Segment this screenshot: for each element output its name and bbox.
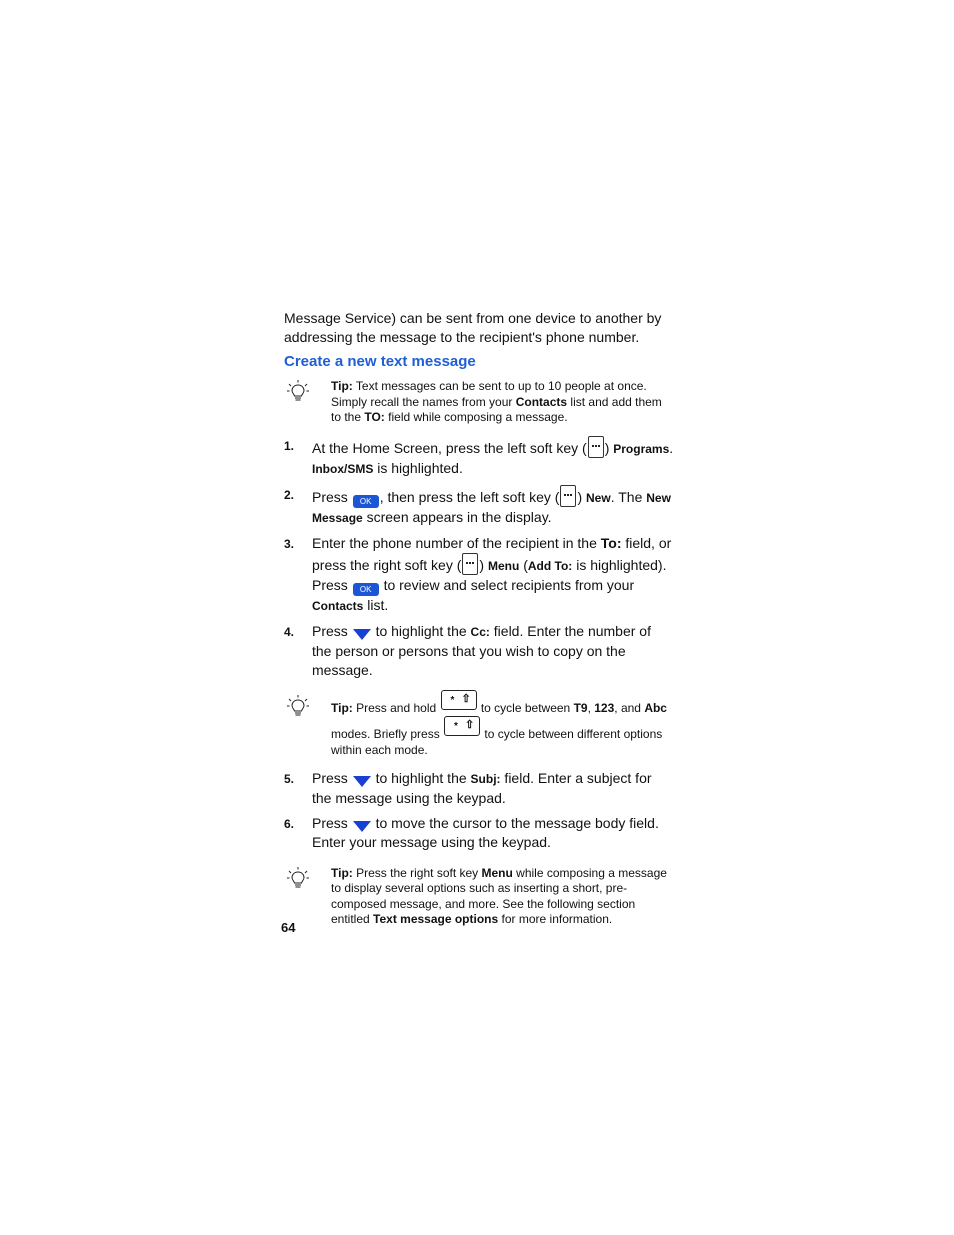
step-text: Enter the phone number of the recipient in the — [312, 534, 601, 551]
step-number: 1. — [284, 438, 295, 453]
tip-text: Press the right soft key — [352, 865, 482, 880]
tip-text: modes. Briefly press — [331, 727, 444, 742]
tip-text: Text messages can be sent to up to 10 people at once. Simply recall the names from your — [331, 379, 647, 409]
step-text: Press — [312, 814, 352, 831]
step-text: to highlight the — [371, 622, 471, 639]
step-text: ) — [479, 556, 488, 573]
tip-text: to cycle between different options within each mode. — [331, 727, 663, 757]
tip-text: for more information. — [498, 912, 613, 927]
step-text: field. Enter a subject for the message using the keypad. — [312, 769, 652, 806]
tip-text: field while composing a message. — [384, 410, 568, 425]
tip-box — [284, 379, 674, 426]
step-text: Cc: — [470, 624, 490, 639]
step-text: ) — [604, 439, 614, 456]
tip-text: Menu — [481, 865, 513, 880]
section-heading: Create a new text message — [284, 353, 476, 370]
tip-box — [284, 866, 674, 928]
tip-text: Contacts — [515, 394, 568, 409]
tip-box — [284, 690, 674, 759]
tip-text: , — [587, 700, 595, 715]
step-item — [284, 534, 674, 616]
step-text: . The — [610, 488, 647, 505]
step-text: is highlighted). Press — [312, 556, 667, 593]
step-text: At the Home Screen, press the left soft key ( — [312, 439, 587, 456]
step-text: is highlighted. — [373, 459, 463, 476]
step-number: 3. — [284, 536, 295, 551]
down-arrow-icon — [353, 629, 371, 640]
step-text: . — [669, 439, 674, 456]
step-text: To: — [600, 534, 622, 551]
step-item — [284, 436, 674, 479]
star-key-icon: * ⇧ — [441, 690, 477, 710]
step-text: Add To: — [527, 558, 573, 573]
step-number: 5. — [284, 771, 295, 786]
step-text: New — [586, 490, 611, 505]
step-text: Press — [312, 622, 352, 639]
step-item — [284, 485, 674, 528]
intro-paragraph: Message Service) can be sent from one device to another by addressing the message to the recipient's phone number. — [284, 310, 662, 345]
step-text: Subj: — [470, 771, 501, 786]
star-key-icon: * ⇧ — [444, 716, 480, 736]
page-content — [284, 309, 674, 938]
tip-text: Abc — [644, 700, 667, 715]
tip-label: Tip: — [331, 379, 353, 393]
lightbulb-icon — [286, 866, 310, 892]
step-text: Press — [312, 488, 352, 505]
tip-text: while composing a message to display several options such as inserting a short, pre-composed message, and more. See the following section entitled — [331, 865, 667, 927]
step-number: 6. — [284, 816, 295, 831]
tip-text: , and — [614, 700, 645, 715]
lightbulb-icon — [286, 694, 310, 720]
tip-label: Tip: — [331, 700, 353, 715]
left-soft-key-icon — [560, 485, 576, 507]
step-text: ( — [519, 556, 528, 573]
tip-text: Press and hold — [352, 700, 440, 715]
step-text: screen appears in the display. — [362, 508, 552, 525]
down-arrow-icon — [353, 776, 371, 787]
down-arrow-icon — [353, 821, 371, 832]
step-text: field. Enter the number of the person or persons that you wish to copy on the message. — [312, 622, 651, 678]
ok-key-icon: OK — [353, 583, 379, 596]
step-text: New Message — [312, 490, 671, 525]
step-text: Inbox/SMS — [312, 461, 374, 476]
step-text: to review and select recipients from your — [379, 576, 635, 593]
tip-text: T9 — [573, 700, 588, 715]
star-key-label: * — [454, 721, 458, 733]
star-key-label: * — [450, 694, 455, 706]
right-soft-key-icon — [462, 553, 478, 575]
tip-text: 123 — [594, 700, 615, 715]
ok-key-icon: OK — [353, 495, 379, 508]
step-item — [284, 769, 674, 808]
tip-text: TO: — [364, 410, 385, 425]
step-text: field, or press the right soft key ( — [312, 534, 672, 573]
tip-label: Tip: — [331, 865, 353, 880]
page-number: 64 — [281, 920, 296, 935]
tip-text: Text message options — [373, 912, 499, 927]
step-item — [284, 814, 674, 852]
step-text: , then press the left soft key ( — [379, 488, 560, 505]
step-text: Press — [312, 769, 352, 786]
step-text: Menu — [487, 558, 520, 573]
tip-text: list and add them to the — [331, 394, 662, 425]
lightbulb-icon — [286, 379, 310, 405]
left-soft-key-icon — [588, 436, 604, 458]
step-text: ) — [577, 488, 587, 505]
tip-text: to cycle between — [477, 700, 574, 715]
step-number: 2. — [284, 487, 295, 502]
step-number: 4. — [284, 624, 295, 639]
step-text: Contacts — [312, 598, 364, 613]
step-text: Programs — [613, 441, 670, 456]
step-text: to move the cursor to the message body field. Enter your message using the keypad. — [312, 814, 659, 850]
step-text: list. — [363, 596, 389, 613]
step-text: to highlight the — [371, 769, 471, 786]
step-item — [284, 622, 674, 680]
